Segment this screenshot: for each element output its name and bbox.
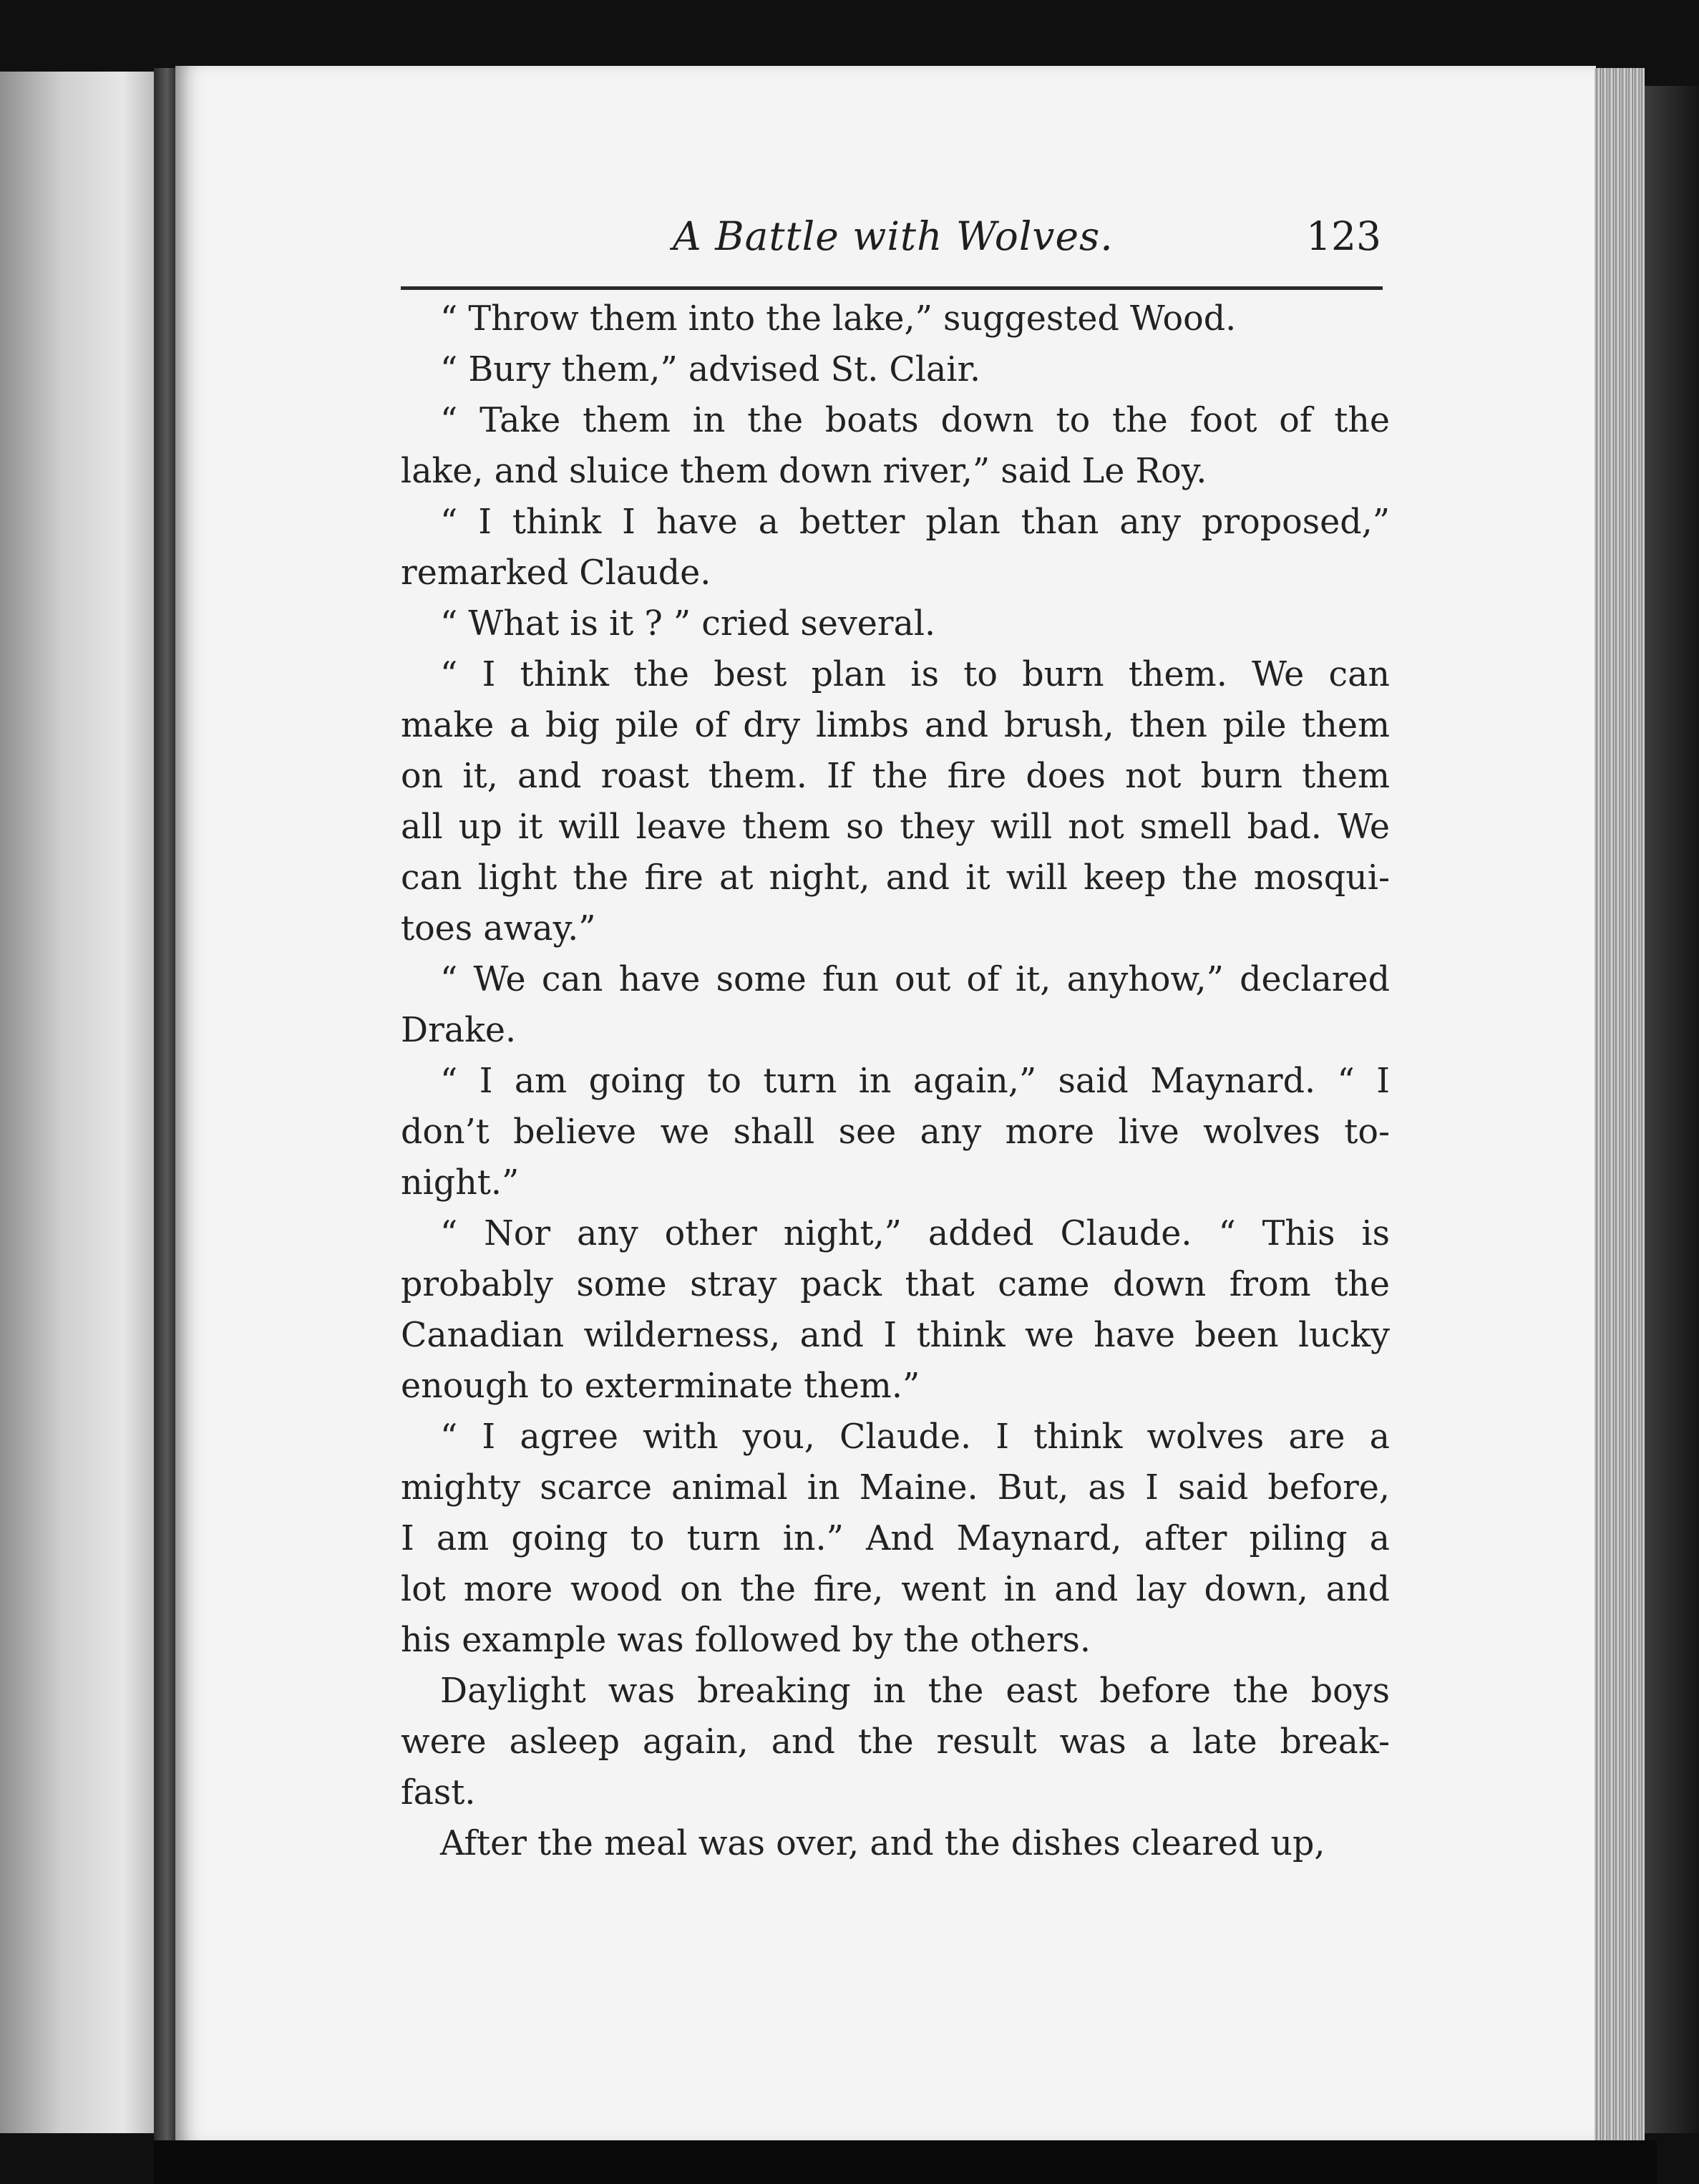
paragraph — [401, 293, 1390, 344]
text-line: I am going to turn in.” And Maynard, after piling a — [401, 1519, 1390, 1558]
page-block-edge — [1595, 68, 1645, 2140]
text-line: mighty scarce animal in Maine. But, as I said before, — [401, 1468, 1390, 1508]
text-line: “ What is it ? ” cried several. — [440, 604, 936, 644]
text-line: “ I agree with you, Claude. I think wolves are a — [440, 1417, 1390, 1457]
paragraph — [401, 1666, 1390, 1818]
body-text — [401, 293, 1390, 1869]
running-head — [401, 208, 1381, 279]
text-line: “ Nor any other night,” added Claude. “ This is — [440, 1214, 1390, 1253]
paragraph — [401, 395, 1390, 497]
text-line: were asleep again, and the result was a late break- — [401, 1722, 1390, 1762]
paragraph — [401, 649, 1390, 954]
text-line: “ Bury them,” advised St. Clair. — [440, 350, 981, 389]
text-line: his example was followed by the others. — [401, 1621, 1091, 1660]
text-line: probably some stray pack that came down from the — [401, 1265, 1390, 1304]
text-line: After the meal was over, and the dishes cleared up, — [440, 1824, 1325, 1863]
text-line: Canadian wilderness, and I think we have been lucky — [401, 1316, 1390, 1355]
text-line: “ We can have some fun out of it, anyhow,” declared — [440, 960, 1390, 999]
paragraph — [401, 1818, 1390, 1869]
paragraph — [401, 497, 1390, 598]
text-line: remarked Claude. — [401, 553, 711, 593]
text-line: “ I think I have a better plan than any proposed,” — [440, 503, 1390, 542]
text-line: make a big pile of dry limbs and brush, then pile them — [401, 706, 1390, 745]
paragraph — [401, 344, 1390, 395]
header-rule — [401, 286, 1383, 290]
text-line: enough to exterminate them.” — [401, 1367, 920, 1406]
text-line: “ I am going to turn in again,” said Maynard. “ I — [440, 1062, 1390, 1101]
text-line: “ I think the best plan is to burn them. We can — [440, 655, 1390, 694]
text-line: toes away.” — [401, 909, 596, 948]
paragraph — [401, 1208, 1390, 1412]
previous-page-edge — [0, 72, 154, 2133]
paragraph — [401, 1412, 1390, 1666]
paragraph — [401, 954, 1390, 1056]
text-line: “ Take them in the boats down to the foot of the — [440, 401, 1390, 440]
paragraph — [401, 598, 1390, 649]
text-line: night.” — [401, 1163, 520, 1203]
text-line: Drake. — [401, 1011, 517, 1050]
bottom-shadow — [154, 2140, 1657, 2184]
text-line: all up it will leave them so they will not smell bad. We — [401, 807, 1390, 847]
text-line: Daylight was breaking in the east before the boys — [440, 1671, 1390, 1711]
book-cover-edge — [1645, 86, 1699, 2133]
text-line: “ Throw them into the lake,” suggested Wood. — [440, 299, 1237, 339]
text-line: on it, and roast them. If the fire does not burn them — [401, 757, 1390, 796]
text-line: lot more wood on the fire, went in and lay down, and — [401, 1570, 1390, 1609]
page-number: 123 — [1306, 213, 1381, 259]
paragraph — [401, 1056, 1390, 1208]
text-line: don’t believe we shall see any more live wolves to- — [401, 1112, 1390, 1152]
running-title: A Battle with Wolves. — [673, 213, 1114, 259]
text-line: fast. — [401, 1773, 476, 1812]
text-line: lake, and sluice them down river,” said Le Roy. — [401, 452, 1207, 491]
text-line: can light the fire at night, and it will keep the mosqui- — [401, 858, 1390, 898]
